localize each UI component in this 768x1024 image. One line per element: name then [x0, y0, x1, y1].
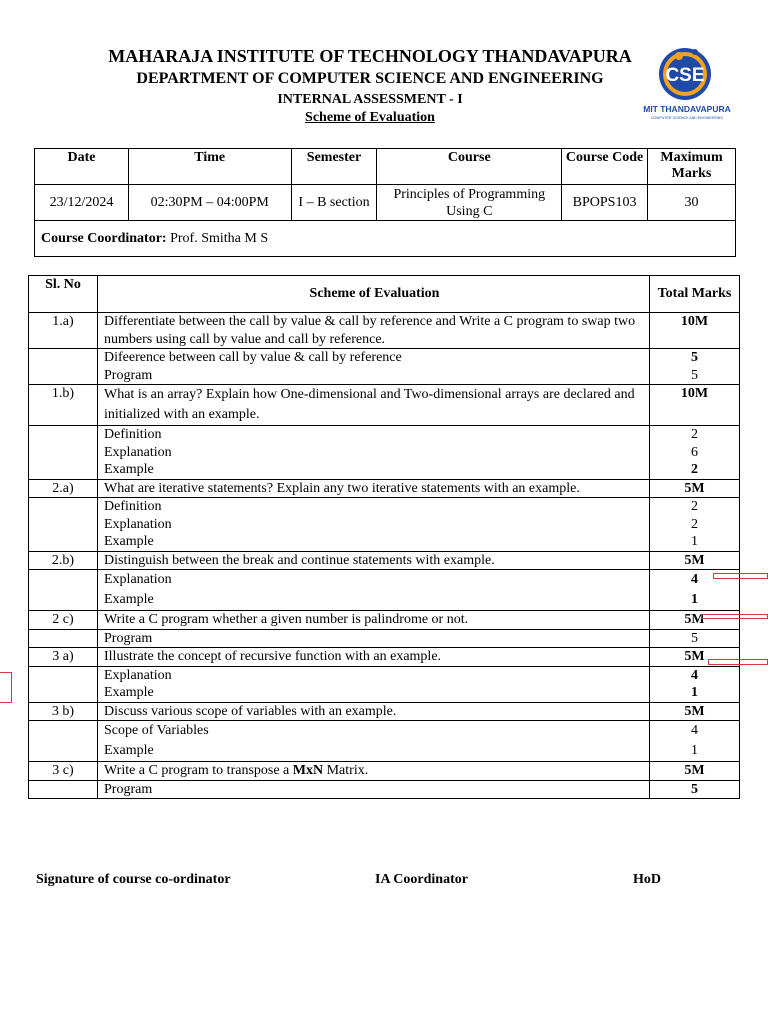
table-row: 2.b) Distinguish between the break and continue statements with example. 5M — [29, 551, 740, 570]
svg-text:MIT THANDAVAPURA: MIT THANDAVAPURA — [643, 104, 731, 114]
table-row: 2 c) Write a C program whether a given number is palindrome or not. 5M — [29, 611, 740, 630]
total-marks-header: Total Marks — [650, 276, 740, 313]
annotation-box — [713, 573, 768, 579]
course-code-header: Course Code — [562, 149, 648, 185]
time-header: Time — [128, 149, 291, 185]
course-coordinator: Course Coordinator: Prof. Smitha M S — [35, 221, 736, 257]
table-row: Program 5 — [29, 780, 740, 799]
max-marks-header: Maximum Marks — [648, 149, 736, 185]
svg-text:CSE: CSE — [665, 65, 705, 86]
course-value: Principles of Programming Using C — [377, 185, 562, 221]
exam-info-table — [34, 148, 736, 257]
table-row: Difeerence between call by value & call by reference Program 5 5 — [29, 349, 740, 385]
course-coordinator-signature: Signature of course co-ordinator — [36, 872, 231, 887]
table-row: Scope of Variables Example 4 1 — [29, 721, 740, 762]
annotation-box — [0, 672, 12, 703]
date-header: Date — [35, 149, 129, 185]
hod-signature: HoD — [633, 872, 661, 887]
annotation-box — [701, 614, 768, 619]
table-row: 1.b) What is an array? Explain how One-dimensional and Two-dimensional arrays are declared and initialized with an example. 10M — [29, 385, 740, 426]
ia-coordinator-signature: IA Coordinator — [375, 872, 468, 887]
table-row: Definition Explanation Example 2 2 1 — [29, 498, 740, 552]
department-name: DEPARTMENT OF COMPUTER SCIENCE AND ENGINEERING — [136, 70, 604, 87]
table-row: 3 a) Illustrate the concept of recursive function with an example. 5M — [29, 648, 740, 667]
table-row: Explanation Example 4 1 — [29, 570, 740, 611]
table-row: Program 5 — [29, 629, 740, 648]
svg-text:COMPUTER SCIENCE AND ENGINEERI: COMPUTER SCIENCE AND ENGINEERING — [650, 116, 724, 120]
scheme-of-evaluation-table — [28, 275, 740, 799]
table-row: 3 c) Write a C program to transpose a MxN Matrix. 5M — [29, 762, 740, 781]
semester-value: I – B section — [291, 185, 377, 221]
sl-no-header: Sl. No — [29, 276, 98, 313]
course-code-value: BPOPS103 — [562, 185, 648, 221]
document-title: Scheme of Evaluation — [305, 110, 435, 125]
table-row: Definition Explanation Example 2 6 2 — [29, 426, 740, 480]
scheme-header: Scheme of Evaluation — [98, 276, 650, 313]
table-row: 3 b) Discuss various scope of variables with an example. 5M — [29, 702, 740, 721]
table-row: 2.a) What are iterative statements? Explain any two iterative statements with an example. 5M — [29, 479, 740, 498]
institute-name: MAHARAJA INSTITUTE OF TECHNOLOGY THANDAVAPURA — [108, 46, 632, 66]
time-value: 02:30PM – 04:00PM — [128, 185, 291, 221]
exam-title: INTERNAL ASSESSMENT - I — [277, 92, 463, 107]
max-marks-value: 30 — [648, 185, 736, 221]
date-value: 23/12/2024 — [35, 185, 129, 221]
table-row: 1.a) Differentiate between the call by value & call by reference and Write a C program to swap two numbers using call by value and call by reference. 10M — [29, 313, 740, 349]
course-header: Course — [377, 149, 562, 185]
table-row: Explanation Example 4 1 — [29, 666, 740, 702]
cse-logo — [643, 46, 731, 122]
annotation-box — [708, 659, 768, 665]
semester-header: Semester — [291, 149, 377, 185]
